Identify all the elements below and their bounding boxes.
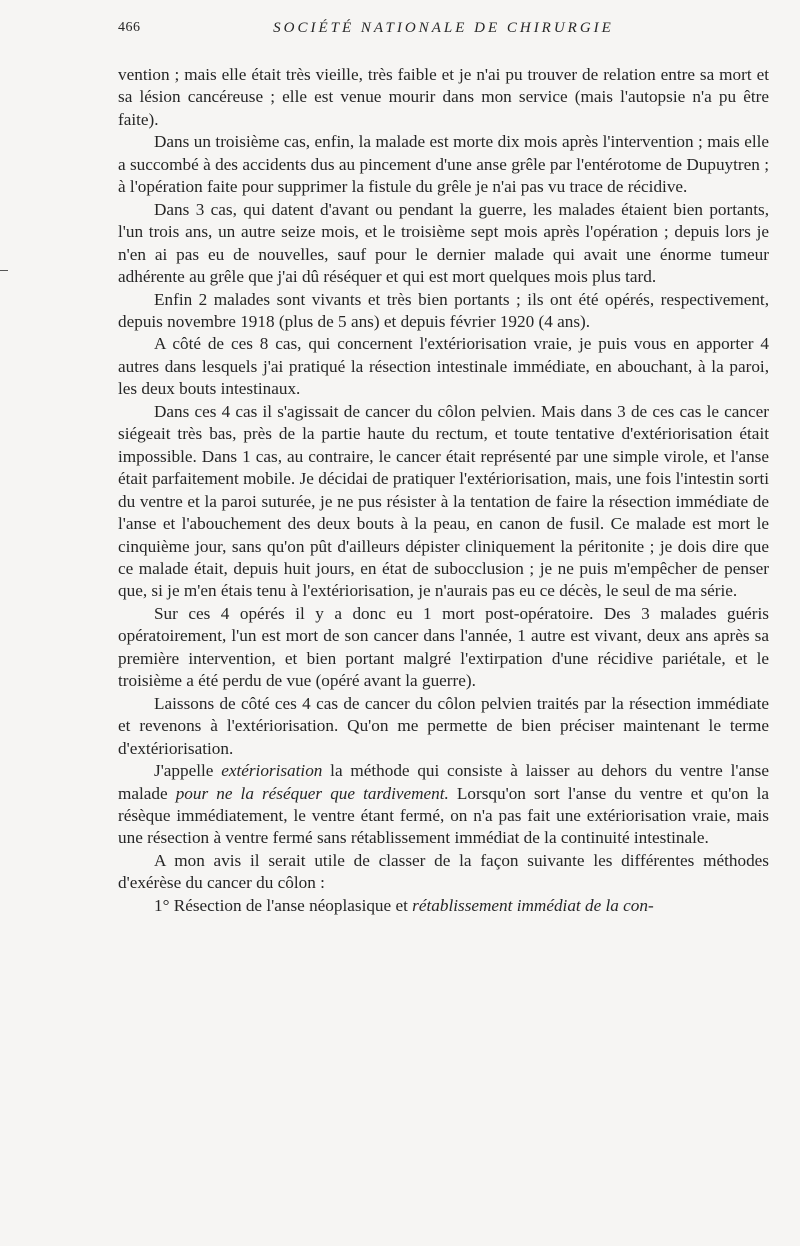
paragraph-three-cases: Dans 3 cas, qui datent d'avant ou pendant la guerre, les malades étaient bien portants, l'un trois ans, un autre seize mois, et le troisième sept mois après l'opération ; depuis lors je n'en ai pas eu de nouvelles, sauf pour le dernier malade qui avait une énorme tumeur adhérente au grêle que j'ai dû réséquer et qui est mort quelques mois plus tard. [118,199,769,287]
body-text [118,64,769,917]
definition-text-3: Lorsqu'on sort l'anse du ventre et qu'on la résèque immédiatement, le ventre étant fermé, on n'a pas fait une extériorisation vraie, mais une résection à ventre fermé sans rétablissement immédiat de la continuité intestinale. [118,783,769,848]
paragraph-classification: A mon avis il serait utile de classer de la façon suivante les différentes méthodes d'exérèse du cancer du côlon : [118,850,769,893]
definition-emphasis-2: pour ne la réséquer que tardivement. [175,783,449,803]
definition-emphasis-1: extériorisation [221,761,323,781]
journal-title: SOCIÉTÉ NATIONALE DE CHIRURGIE [273,20,614,36]
list-item-text: 1° Résection de l'anse néoplasique et [154,895,413,915]
margin-mark [0,270,8,271]
paragraph-pelvic-colon: Dans ces 4 cas il s'agissait de cancer du côlon pelvien. Mais dans 3 de ces cas le cancer siégeait très bas, près de la partie haute du rectum, et toute tentative d'extériorisation était impossible. Dans 1 cas, au contraire, le cancer était représenté par une simple virole, et l'anse était parfaitement mobile. Je décidai de pratiquer l'extériorisation, mais, une fois l'intestin sorti du ventre et la paroi suturée, je ne pus résister à la tentation de faire la résection immédiate de l'anse et l'abouchement des deux bouts à la peau, en canon de fusil. Ce malade est mort le cinquième jour, sans qu'on pût d'ailleurs dépister cliniquement la péritonite ; je dois dire que ce malade était, depuis huit jours, en état de subocclusion ; je ne puis m'empêcher de penser que, si je m'en étais tenu à l'extériorisation, je n'aurais pas eu ce décès, le seul de ma série. [118,401,769,601]
paragraph-exteriorization-term: Laissons de côté ces 4 cas de cancer du côlon pelvien traités par la résection immédiate et revenons à l'extériorisation. Qu'on me permette de bien préciser maintenant le terme d'extériorisation. [118,693,769,758]
paragraph-definition [118,760,769,850]
running-head [118,18,769,44]
paragraph-four-other-cases: A côté de ces 8 cas, qui concernent l'extériorisation vraie, je puis vous en apporter 4 autres dans lesquels j'ai pratiqué la résection intestinale immédiate, en abouchant, à la paroi, les deux bouts intestinaux. [118,334,769,399]
paragraph-continuation: vention ; mais elle était très vieille, très faible et je n'ai pu trouver de relation entre sa mort et sa lésion cancéreuse ; elle est venue mourir dans mon service (mais l'autopsie n'a pu être faite). [118,65,769,129]
paragraph-list-item-1 [118,895,769,917]
paragraph-third-case: Dans un troisième cas, enfin, la malade est morte dix mois après l'intervention ; mais elle a succombé à des accidents dus au pincement d'une anse grêle par l'entérotome de Dupuytren ; à l'opération faite pour supprimer la fistule du grêle je n'ai pas vu trace de récidive. [118,132,769,197]
page [118,18,769,917]
definition-text-1: J'appelle [154,761,222,781]
paragraph-post-op-results: Sur ces 4 opérés il y a donc eu 1 mort post-opératoire. Des 3 malades guéris opératoirement, l'un est mort de son cancer dans l'année, 1 autre est vivant, deux ans après sa première intervention, et bien portant malgré l'extirpation d'une récidive pariétale, et le troisième a été perdu de vue (opéré avant la guerre). [118,603,769,691]
definition-text-2: la méthode qui consiste à laisser au dehors du ventre l'anse malade [118,761,769,803]
list-item-emphasis: rétablissement immédiat de la con- [412,895,654,915]
page-number: 466 [118,20,141,35]
paragraph-two-patients: Enfin 2 malades sont vivants et très bien portants ; ils ont été opérés, respectivement, depuis novembre 1918 (plus de 5 ans) et depuis février 1920 (4 ans). [118,289,769,331]
